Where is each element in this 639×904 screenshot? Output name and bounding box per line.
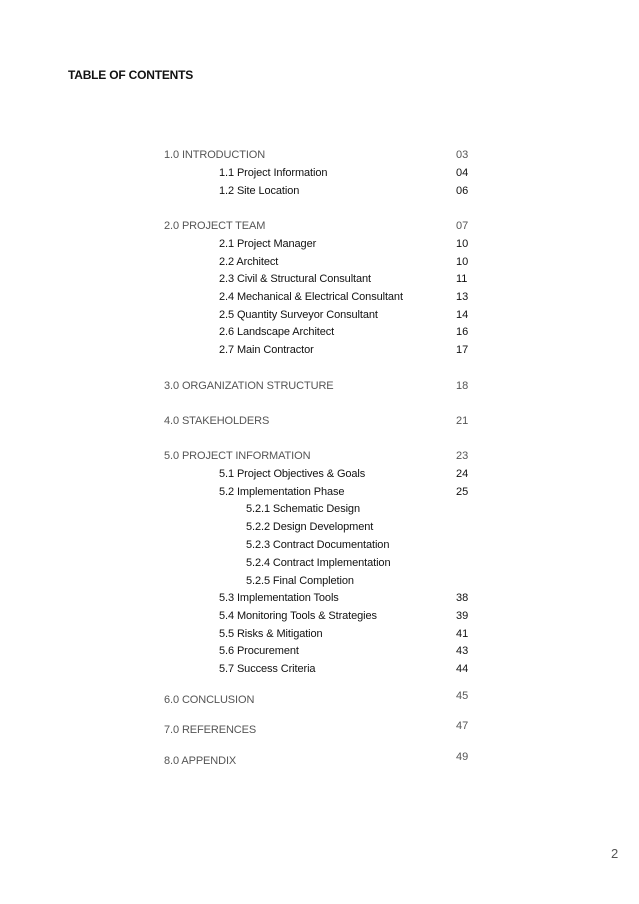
toc-entry-label: 8.0 APPENDIX bbox=[164, 755, 237, 767]
toc-entry bbox=[219, 254, 474, 270]
toc-entry bbox=[219, 484, 474, 500]
toc-entry-label: 5.2.1 Schematic Design bbox=[246, 503, 360, 515]
toc-entry-label: 2.3 Civil & Structural Consultant bbox=[219, 273, 371, 285]
toc-entry-page: 10 bbox=[456, 256, 469, 268]
toc-entry-page: 17 bbox=[456, 344, 469, 356]
toc-entry-label: 5.7 Success Criteria bbox=[219, 663, 316, 675]
toc-entry-page: 38 bbox=[456, 592, 469, 604]
toc-entry-page: 03 bbox=[456, 149, 469, 161]
toc-entry bbox=[219, 342, 474, 358]
toc-entry-page: 43 bbox=[456, 645, 469, 657]
toc-entry-label: 4.0 STAKEHOLDERS bbox=[164, 415, 270, 427]
toc-entry bbox=[219, 643, 474, 659]
toc-entry bbox=[219, 661, 474, 677]
toc-entry-label: 1.0 INTRODUCTION bbox=[164, 149, 266, 161]
toc-entry-label: 2.0 PROJECT TEAM bbox=[164, 220, 266, 232]
toc-entry bbox=[164, 378, 474, 394]
toc-entry-page: 13 bbox=[456, 291, 469, 303]
toc-entry bbox=[164, 722, 474, 738]
toc-entry bbox=[219, 183, 474, 199]
page-title: TABLE OF CONTENTS bbox=[68, 68, 194, 82]
toc-entry bbox=[164, 218, 474, 234]
toc-entry-label: 5.4 Monitoring Tools & Strategies bbox=[219, 610, 377, 622]
toc-entry bbox=[246, 555, 474, 571]
toc-entry-label: 5.2.5 Final Completion bbox=[246, 575, 354, 587]
toc-entry-label: 6.0 CONCLUSION bbox=[164, 694, 255, 706]
toc-entry bbox=[219, 165, 474, 181]
toc-entry-page: 47 bbox=[456, 720, 469, 732]
toc-entry bbox=[219, 289, 474, 305]
toc-entry-label: 2.5 Quantity Surveyor Consultant bbox=[219, 309, 378, 321]
toc-entry bbox=[164, 147, 474, 163]
toc-entry-page: 10 bbox=[456, 238, 469, 250]
toc-entry-label: 2.1 Project Manager bbox=[219, 238, 317, 250]
toc-entry-label: 7.0 REFERENCES bbox=[164, 724, 257, 736]
toc-entry-label: 5.2.2 Design Development bbox=[246, 521, 374, 533]
toc-entry bbox=[246, 537, 474, 553]
toc-entry-label: 3.0 ORGANIZATION STRUCTURE bbox=[164, 380, 334, 392]
toc-entry-label: 2.7 Main Contractor bbox=[219, 344, 314, 356]
toc-entry bbox=[164, 413, 474, 429]
toc-entry-label: 5.2.3 Contract Documentation bbox=[246, 539, 390, 551]
toc-entry-page: 25 bbox=[456, 486, 469, 498]
toc-entry-page: 39 bbox=[456, 610, 469, 622]
toc-entry-page: 45 bbox=[456, 690, 469, 702]
toc-entry bbox=[219, 271, 474, 287]
toc-entry bbox=[246, 519, 474, 535]
toc-entry-page: 44 bbox=[456, 663, 469, 675]
toc-entry-page: 06 bbox=[456, 185, 469, 197]
toc-entry bbox=[219, 307, 474, 323]
toc-entry bbox=[219, 324, 474, 340]
toc-entry-page: 16 bbox=[456, 326, 469, 338]
toc-entry-page: 21 bbox=[456, 415, 469, 427]
toc-entry-label: 5.5 Risks & Mitigation bbox=[219, 628, 323, 640]
toc-entry-page: 18 bbox=[456, 380, 469, 392]
toc-entry-page: 49 bbox=[456, 751, 469, 763]
toc-entry-label: 2.4 Mechanical & Electrical Consultant bbox=[219, 291, 403, 303]
toc-entry bbox=[219, 626, 474, 642]
toc-entry bbox=[164, 448, 474, 464]
toc-entry-page: 41 bbox=[456, 628, 469, 640]
toc-entry-label: 5.0 PROJECT INFORMATION bbox=[164, 450, 311, 462]
toc-entry-label: 5.2.4 Contract Implementation bbox=[246, 557, 391, 569]
toc-entry-page: 11 bbox=[456, 273, 468, 285]
toc-entry bbox=[219, 608, 474, 624]
toc-entry bbox=[164, 753, 474, 769]
toc-entry-label: 5.2 Implementation Phase bbox=[219, 486, 345, 498]
toc-entry bbox=[164, 692, 474, 708]
toc-entry-label: 5.3 Implementation Tools bbox=[219, 592, 339, 604]
toc-entry-label: 1.2 Site Location bbox=[219, 185, 300, 197]
toc-entry-page: 24 bbox=[456, 468, 469, 480]
toc-entry-label: 5.6 Procurement bbox=[219, 645, 299, 657]
toc-entry-label: 1.1 Project Information bbox=[219, 167, 328, 179]
toc-entry bbox=[246, 573, 474, 589]
toc-entry-label: 5.1 Project Objectives & Goals bbox=[219, 468, 366, 480]
toc-entry bbox=[246, 501, 474, 517]
toc-entry-page: 14 bbox=[456, 309, 469, 321]
toc-entry-page: 04 bbox=[456, 167, 469, 179]
toc-entry bbox=[219, 590, 474, 606]
toc-entry bbox=[219, 236, 474, 252]
toc-entry-page: 23 bbox=[456, 450, 469, 462]
toc-entry-label: 2.6 Landscape Architect bbox=[219, 326, 335, 338]
toc-entry bbox=[219, 466, 474, 482]
page-number: 2 bbox=[611, 846, 619, 861]
toc-entry-page: 07 bbox=[456, 220, 469, 232]
toc-entry-label: 2.2 Architect bbox=[219, 256, 279, 268]
